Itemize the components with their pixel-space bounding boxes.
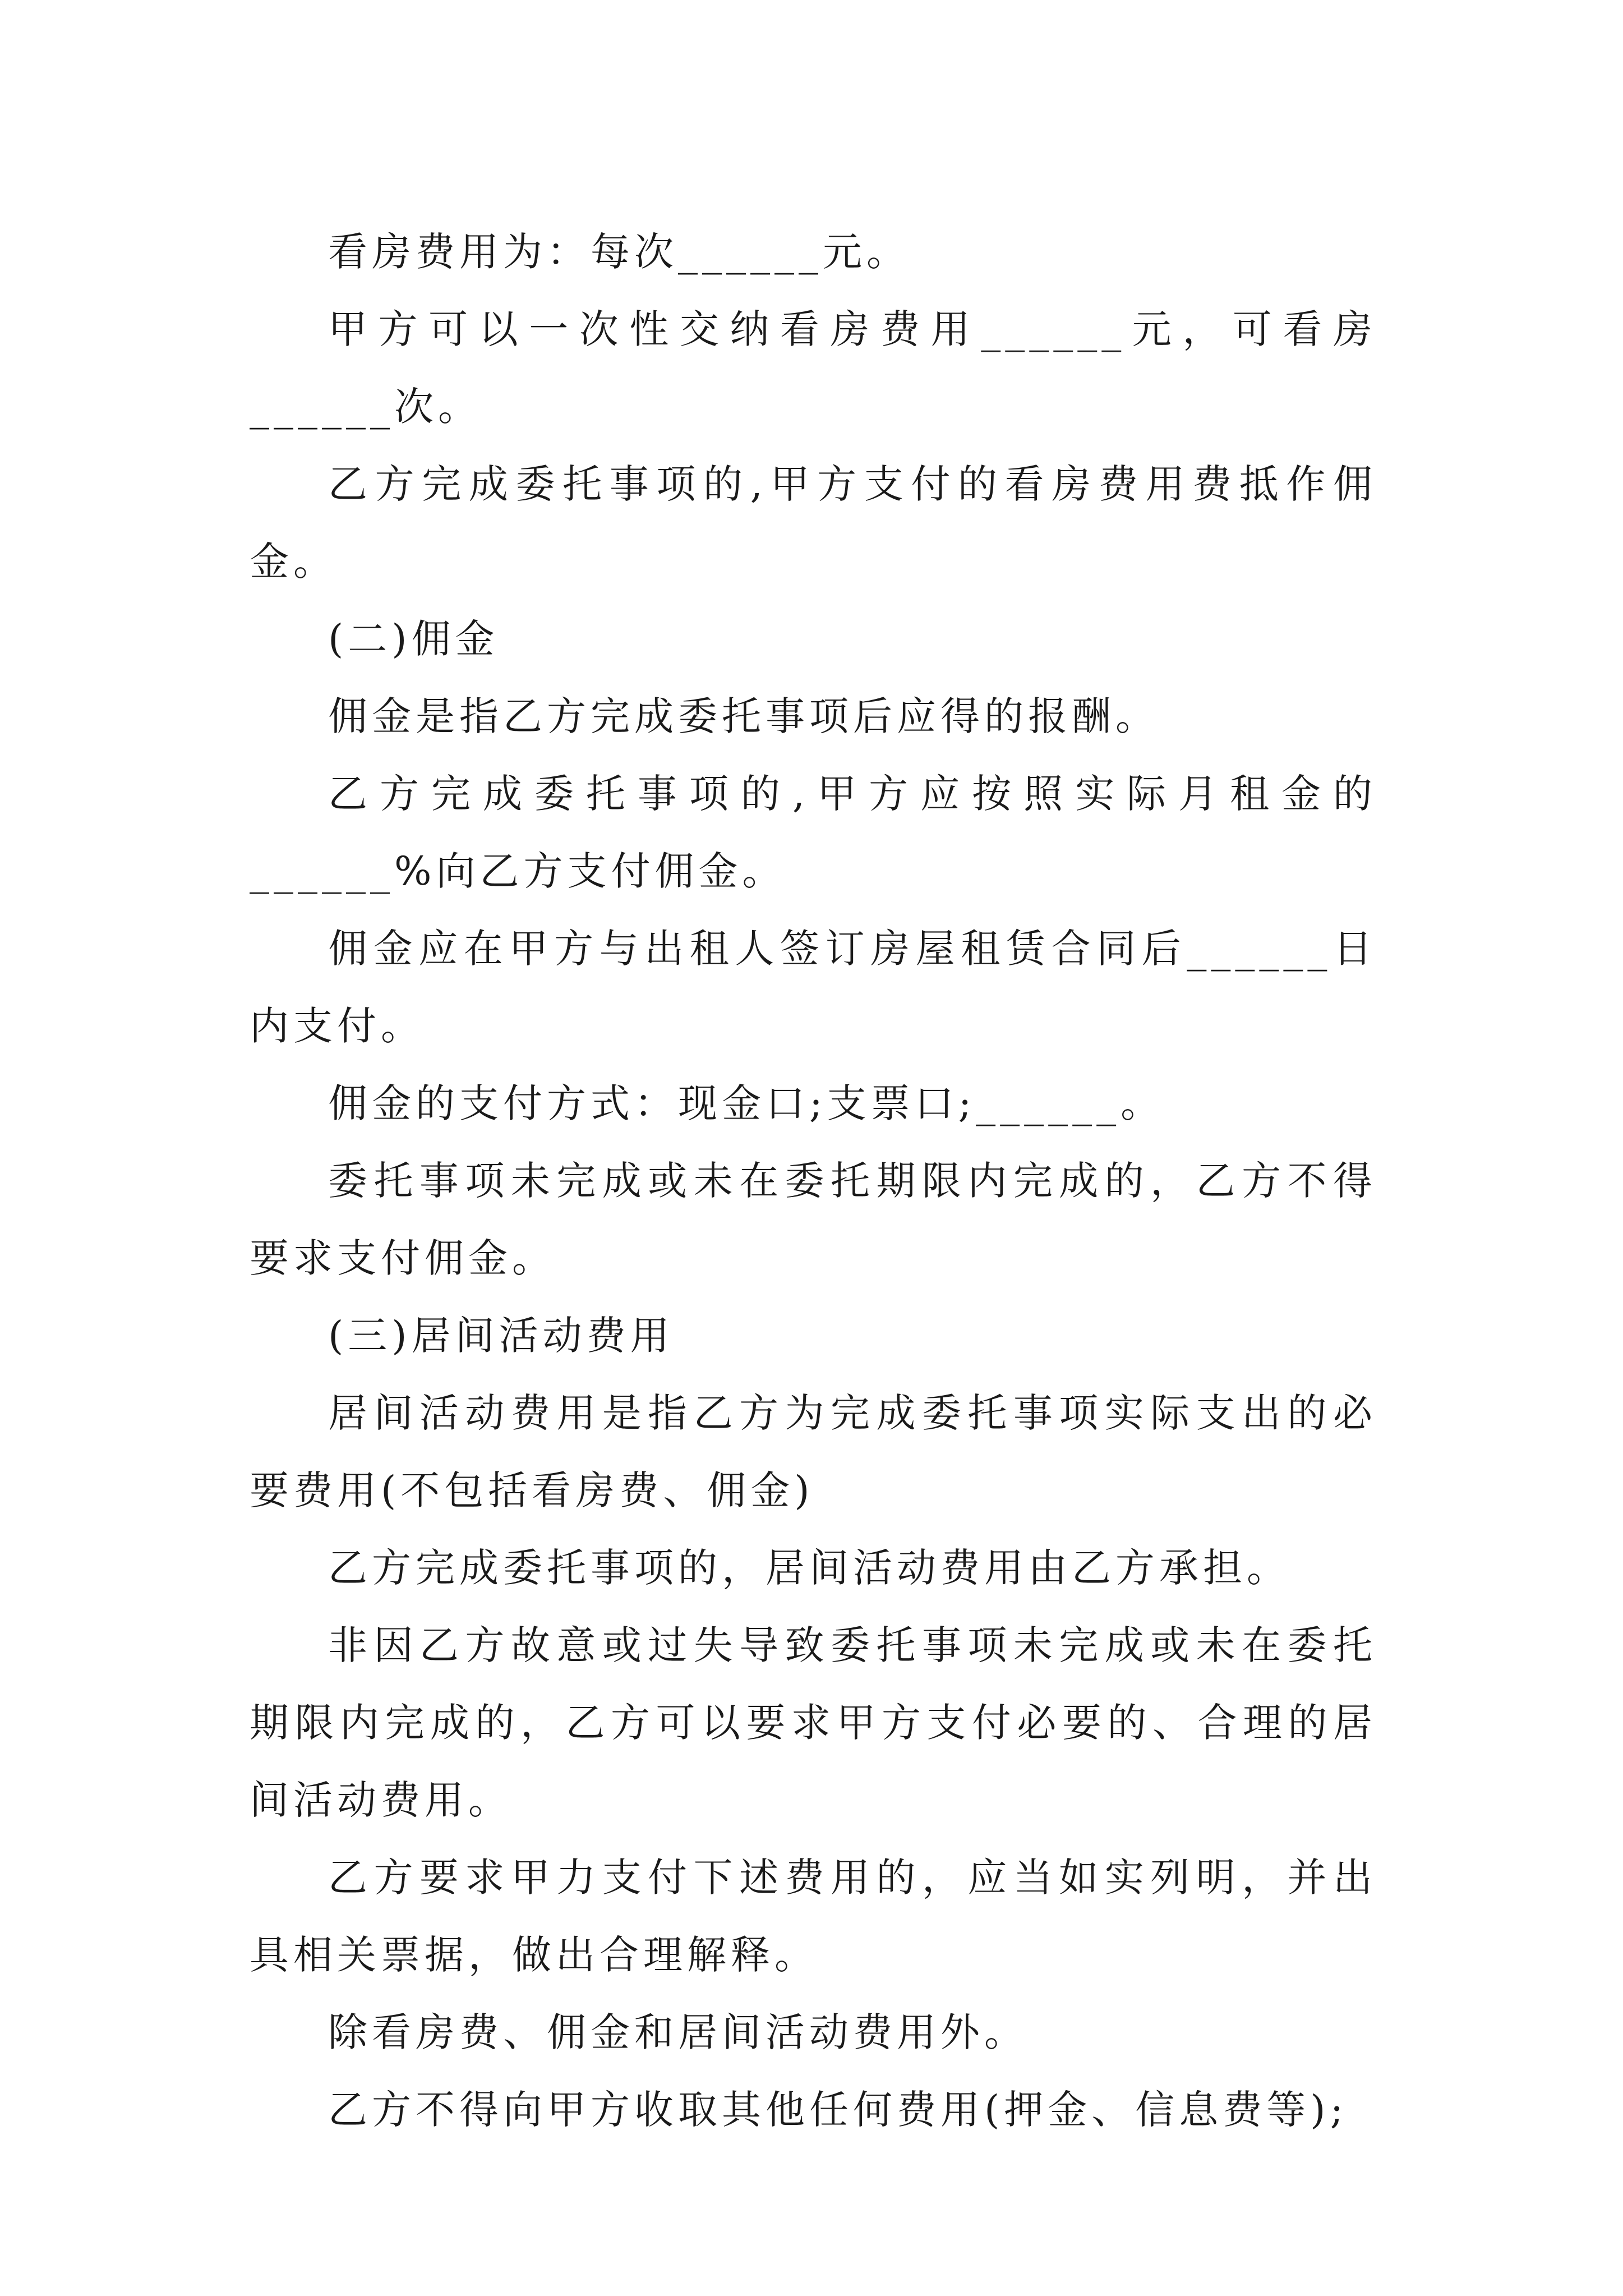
paragraph-commission-definition: 佣金是指乙方完成委托事项后应得的报酬。: [328, 693, 1159, 739]
paragraph-expenses-borne-by-b: 乙方完成委托事项的，居间活动费用由乙方承担。: [328, 1545, 1290, 1591]
paragraph-expenses-definition: 居间活动费用是指乙方为完成委托事项实际支出的必要费用(不包括看房费、佣金): [250, 1390, 1377, 1513]
paragraph-commission-not-due: 委托事项未完成或未在委托期限内完成的，乙方不得要求支付佣金。: [250, 1158, 1377, 1281]
paragraph-expenses-itemization: 乙方要求甲力支付下述费用的，应当如实列明，并出具相关票据，做出合理解释。: [250, 1855, 1377, 1978]
paragraph-other-fees-intro: 除看房费、佣金和居间活动费用外。: [328, 2009, 1028, 2055]
section-heading-intermediary-expenses: (三)居间活动费用: [328, 1313, 674, 1359]
paragraph-viewing-fee-lump-sum: 甲方可以一次性交纳看房费用______元，可看房______次。: [250, 306, 1377, 430]
paragraph-no-other-fees: 乙方不得向甲方收取其他任何费用(押金、信息费等);: [328, 2087, 1348, 2133]
paragraph-commission-rate: 乙方完成委托事项的,甲方应按照实际月租金的______%向乙方支付佣金。: [250, 771, 1377, 894]
paragraph-commission-deadline: 佣金应在甲方与出租人签订房屋租赁合同后______日内支付。: [250, 926, 1377, 1049]
paragraph-commission-payment-method: 佣金的支付方式：现金口;支票口;______。: [328, 1080, 1165, 1126]
section-heading-commission: (二)佣金: [328, 616, 499, 662]
document-body: [250, 213, 1377, 2148]
paragraph-expenses-reimbursement: 非因乙方故意或过失导致委托事项未完成或未在委托期限内完成的，乙方可以要求甲方支付必要的、合理的居间活动费用。: [250, 1622, 1377, 1823]
paragraph-viewing-fee-offset: 乙方完成委托事项的,甲方支付的看房费用费抵作佣金。: [250, 461, 1377, 585]
paragraph-viewing-fee-per-visit: 看房费用为：每次______元。: [328, 229, 910, 275]
